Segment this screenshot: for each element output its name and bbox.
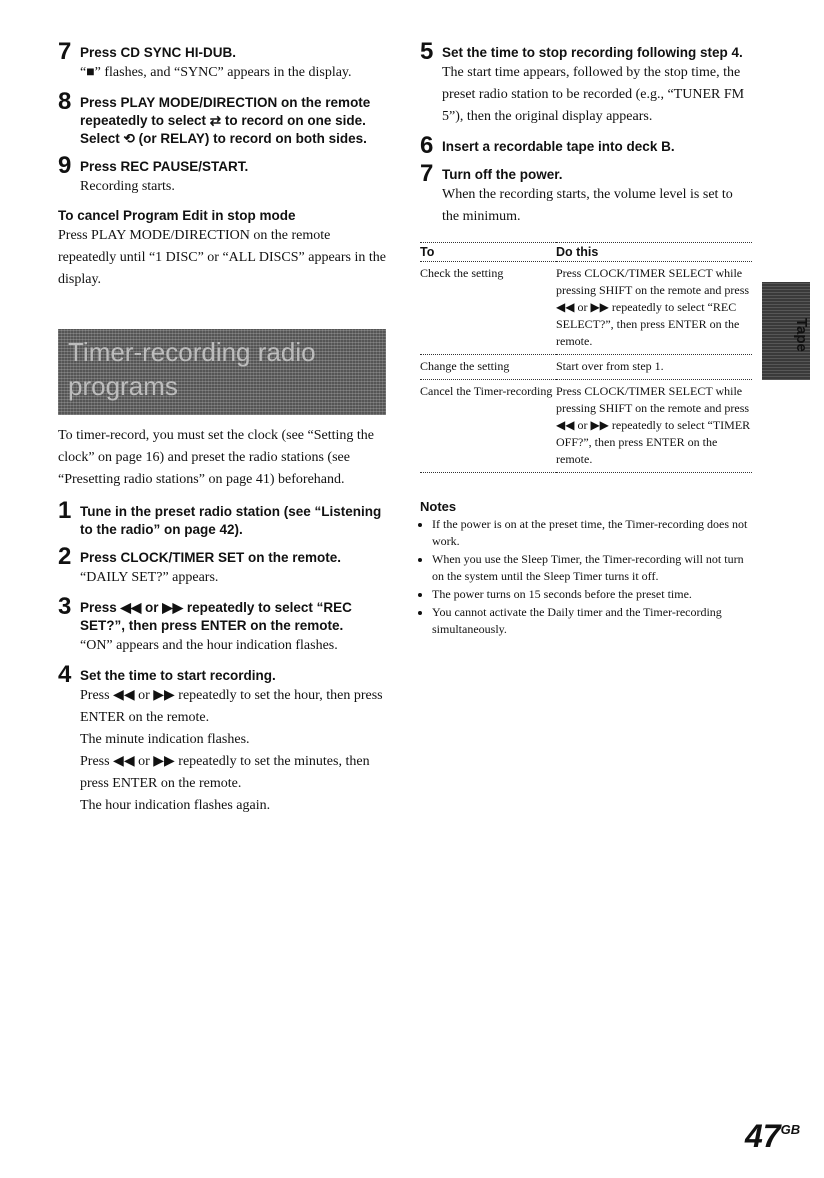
table-row [420, 355, 752, 380]
page-number-value: 47 [745, 1118, 781, 1154]
table-cell-to: Change the setting [420, 355, 556, 380]
step-body: Press ◀◀ or ▶▶ repeatedly to set the hour, then press ENTER on the remote. [80, 688, 383, 725]
intro-paragraph: To timer-record, you must set the clock (see “Setting the clock” on page 16) and preset the radio stations (see “Presetting radio stations” on page 41) beforehand. [58, 428, 374, 487]
step-7-right [420, 160, 750, 228]
step-number: 3 [58, 593, 72, 620]
step-body: The start time appears, followed by the stop time, the preset radio station to be recorded (e.g., “TUNER FM 5”), then the original display appears. [442, 65, 745, 124]
step-8 [58, 88, 388, 148]
step-7 [58, 38, 388, 84]
list-item: • The power turns on 15 seconds before the preset time. [432, 586, 750, 603]
step-title: Press CLOCK/TIMER SET on the remote. [80, 550, 342, 565]
step-body: The hour indication flashes again. [80, 798, 271, 813]
step-title: Tune in the preset radio station (see “Listening to the radio” on page 42). [80, 504, 382, 537]
list-item: • You cannot activate the Daily timer and the Timer-recording simultaneously. [432, 604, 750, 638]
table-cell-to: Check the setting [420, 262, 556, 355]
action-table [420, 242, 752, 473]
step-number: 6 [420, 132, 434, 159]
step-title: Set the time to start recording. [80, 668, 276, 683]
table-row [420, 380, 752, 473]
cancel-program-edit-heading: To cancel Program Edit in stop mode [58, 208, 296, 223]
step-number: 9 [58, 152, 72, 179]
notes-heading: Notes [420, 499, 457, 514]
step-number: 2 [58, 543, 72, 570]
step-number: 5 [420, 38, 434, 65]
step-body: When the recording starts, the volume level is set to the minimum. [442, 187, 733, 224]
step-4 [58, 661, 388, 817]
notes-list [420, 516, 750, 638]
step-title: Turn off the power. [442, 167, 563, 182]
step-body: “■” flashes, and “SYNC” appears in the display. [80, 65, 352, 80]
step-number: 1 [58, 497, 72, 524]
section-banner: Timer-recording radio programs [58, 329, 386, 415]
list-item: • If the power is on at the preset time, the Timer-recording does not work. [432, 516, 750, 550]
step-9 [58, 152, 388, 198]
right-column [420, 38, 751, 639]
table-cell-do: Press CLOCK/TIMER SELECT while pressing SHIFT on the remote and press ◀◀ or ▶▶ repeatedly to select “REC SELECT?”, then press ENTER on the remote. [556, 262, 752, 355]
column-header-do-this: Do this [556, 243, 752, 262]
table-row [420, 262, 752, 355]
step-title: Press ◀◀ or ▶▶ repeatedly to select “REC SET?”, then press ENTER on the remote. [80, 600, 352, 633]
step-5 [420, 38, 750, 128]
table-cell-to: Cancel the Timer-recording [420, 380, 556, 473]
cancel-program-edit-text: Press PLAY MODE/DIRECTION on the remote repeatedly until “1 DISC” or “ALL DISCS” appears in the display. [58, 228, 387, 287]
step-number: 7 [58, 38, 72, 65]
step-body: The minute indication flashes. [80, 732, 250, 747]
step-number: 8 [58, 88, 72, 115]
step-body: Recording starts. [80, 179, 175, 194]
step-number: 4 [58, 661, 72, 688]
step-title: Set the time to stop recording following step 4. [442, 45, 743, 60]
step-6 [420, 132, 750, 159]
step-body: “ON” appears and the hour indication flashes. [80, 638, 338, 653]
step-number: 7 [420, 160, 434, 187]
step-title-2: Select ⟲ (or RELAY) to record on both sides. [80, 131, 367, 146]
step-title: Insert a recordable tape into deck B. [442, 139, 675, 154]
step-title: Press REC PAUSE/START. [80, 159, 249, 174]
side-tab-label: Tape [793, 318, 810, 352]
column-header-to: To [420, 243, 556, 262]
left-column [58, 38, 388, 827]
step-title: Press PLAY MODE/DIRECTION on the remote repeatedly to select ⇄ to record on one side. [80, 95, 371, 128]
table-cell-do: Start over from step 1. [556, 355, 752, 380]
step-body: “DAILY SET?” appears. [80, 570, 219, 585]
list-item: • When you use the Sleep Timer, the Timer-recording will not turn on the system until the Sleep Timer turns it off. [432, 551, 750, 585]
step-title: Press CD SYNC HI-DUB. [80, 45, 237, 60]
page-number [745, 1118, 800, 1155]
table-header-row [420, 243, 752, 262]
step-3 [58, 593, 388, 657]
step-1 [58, 497, 388, 539]
step-2 [58, 543, 388, 589]
step-body: Press ◀◀ or ▶▶ repeatedly to set the minutes, then press ENTER on the remote. [80, 754, 370, 791]
page-number-suffix: GB [780, 1122, 801, 1137]
table-cell-do: Press CLOCK/TIMER SELECT while pressing SHIFT on the remote and press ◀◀ or ▶▶ repeatedly to select “TIMER OFF?”, then press ENTER on the remote. [556, 380, 752, 473]
